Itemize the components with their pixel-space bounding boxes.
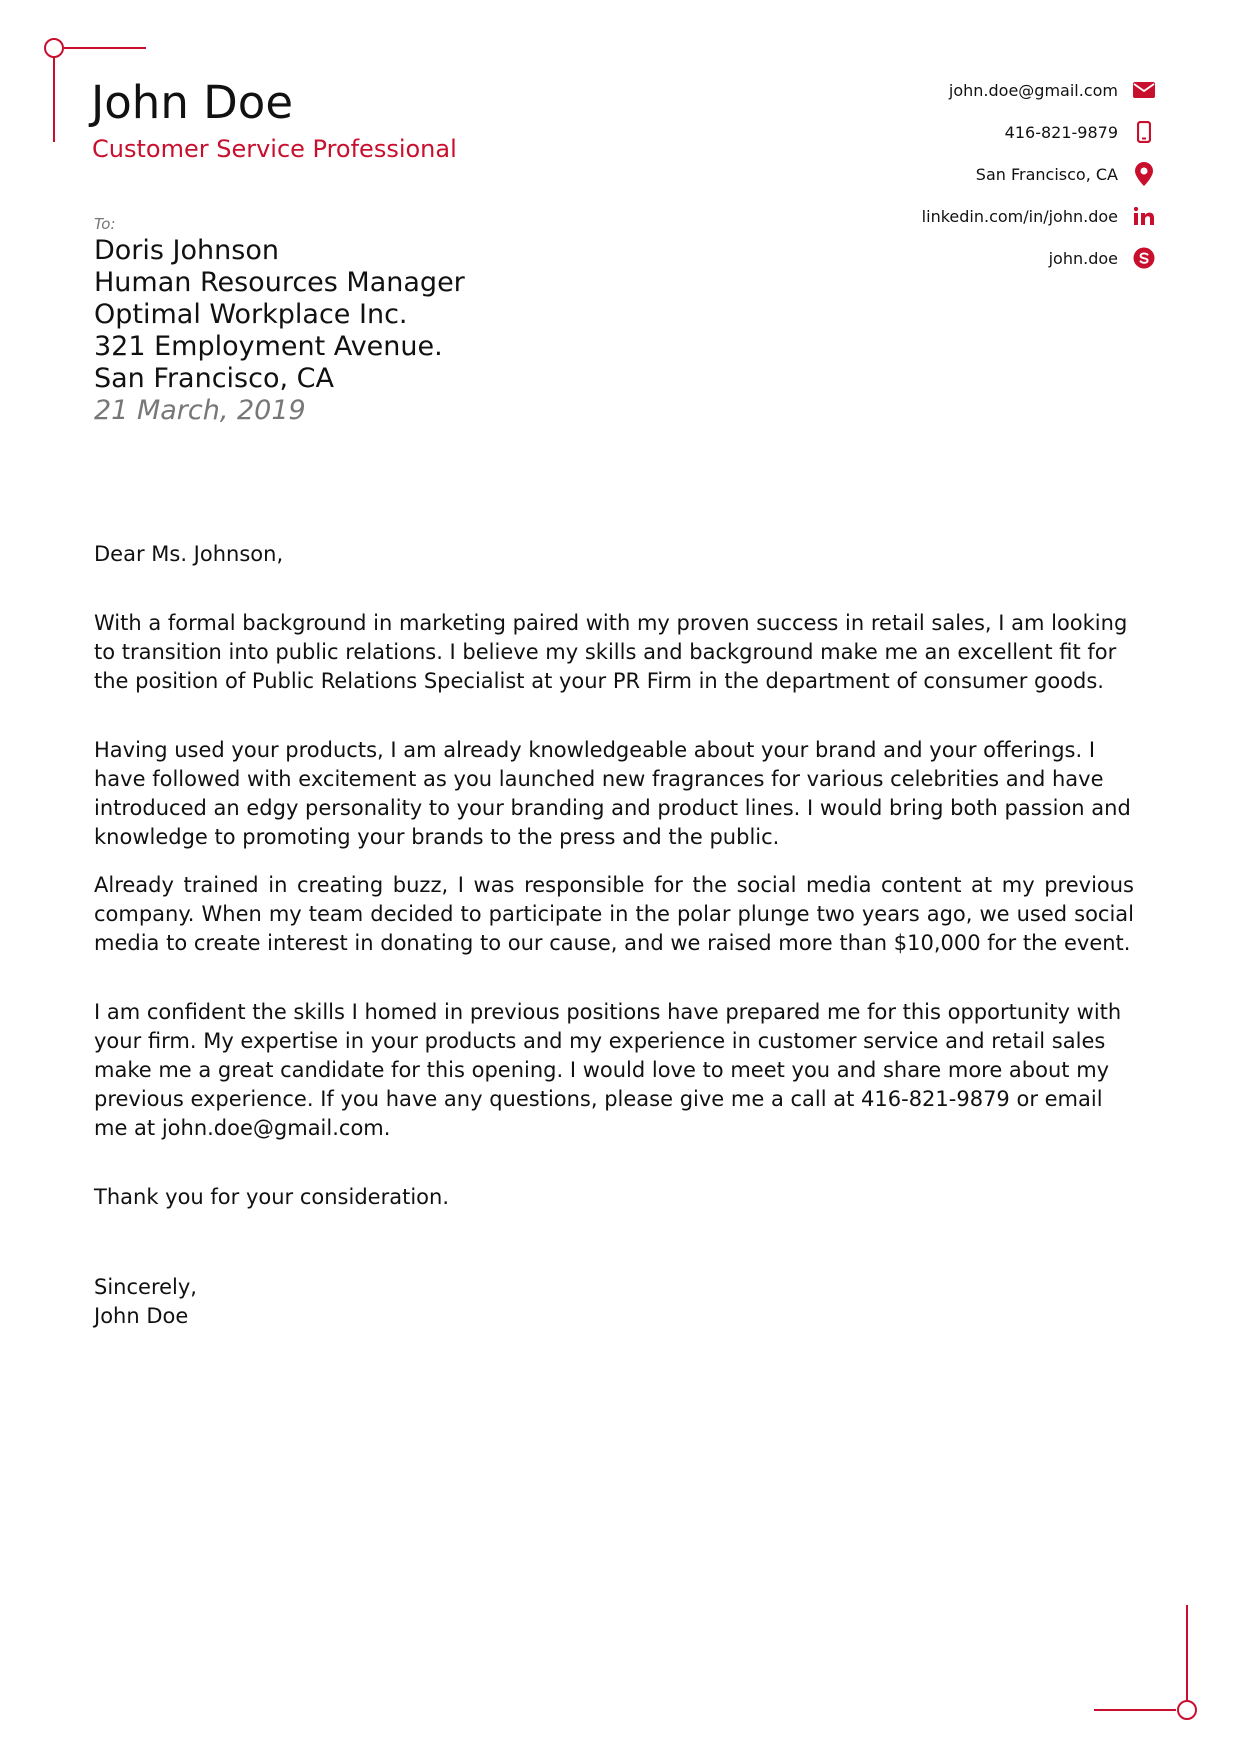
contact-linkedin-text[interactable]: linkedin.com/in/john.doe: [921, 206, 1118, 226]
paragraph-3: Already trained in creating buzz, I was responsible for the social media content at my previous company. When my team decided to participate in the polar plunge two years ago, we used social media to create interest in donating to our cause, and we raised more than $10,000 for the event.: [94, 873, 1134, 955]
applicant-name: John Doe: [91, 76, 294, 129]
salutation: Dear Ms. Johnson,: [94, 542, 284, 566]
contact-phone: [736, 118, 1156, 146]
contact-location: [736, 160, 1156, 188]
signature-name: John Doe: [94, 1304, 189, 1328]
recipient-company: Optimal Workplace Inc.: [94, 299, 408, 330]
contact-skype-text[interactable]: john.doe: [1048, 248, 1118, 268]
contact-location-text: San Francisco, CA: [975, 164, 1118, 184]
skype-icon: [1132, 246, 1156, 270]
contact-phone-text[interactable]: 416-821-9879: [1004, 122, 1118, 142]
contact-email: [736, 76, 1156, 104]
location-pin-icon: [1132, 162, 1156, 186]
to-label: To:: [94, 215, 116, 233]
contact-email-text[interactable]: john.doe@gmail.com: [948, 80, 1118, 100]
contact-list: [736, 76, 1156, 286]
contact-linkedin: [736, 202, 1156, 230]
contact-skype: [736, 244, 1156, 272]
letter-date: 21 March, 2019: [94, 395, 306, 426]
envelope-icon: [1132, 78, 1156, 102]
recipient-position: Human Resources Manager: [94, 267, 465, 298]
applicant-title: Customer Service Professional: [92, 135, 457, 163]
phone-icon: [1132, 120, 1156, 144]
recipient-street: 321 Employment Avenue.: [94, 331, 443, 362]
paragraph-1: With a formal background in marketing paired with my proven success in retail sales, I am looking to transition into public relations. I believe my skills and background make me an excellent fit for the position of Public Relations Specialist at your PR Firm in the department of consumer goods.: [94, 611, 1128, 693]
letter-body: [94, 540, 1134, 1331]
thanks-line: Thank you for your consideration.: [94, 1185, 449, 1209]
closing: Sincerely,: [94, 1275, 197, 1299]
paragraph-2: Having used your products, I am already knowledgeable about your brand and your offerings. I have followed with excitement as you launched new fragrances for various celebrities and have introduced an edgy personality to your branding and product lines. I would bring both passion and knowledge to promoting your brands to the press and the public.: [94, 738, 1131, 849]
recipient-block: [94, 213, 465, 427]
recipient-name: Doris Johnson: [94, 235, 279, 266]
linkedin-icon: [1132, 204, 1156, 228]
paragraph-4: I am confident the skills I homed in previous positions have prepared me for this opportunity with your firm. My expertise in your products and my experience in customer service and retail sales make me a great candidate for this opening. I would love to meet you and share more about my previous experience. If you have any questions, please give me a call at 416-821-9879 or email me at john.doe@gmail.com.: [94, 1000, 1122, 1140]
recipient-city: San Francisco, CA: [94, 363, 334, 394]
